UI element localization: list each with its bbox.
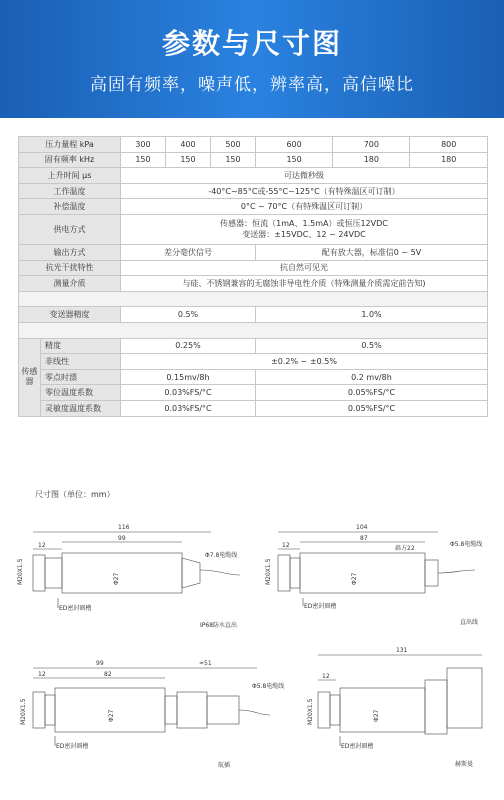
range-value: 500 [210,137,255,153]
cable-label: Φ7.8电缆线 [205,552,238,559]
body-shape [340,688,425,732]
drawing-caption: 航插 [218,762,231,769]
cable-label: Φ5.8电缆线 [252,683,285,690]
dim-body: 99 [118,535,126,542]
hirschmann-box [447,668,482,728]
freq-value: 150 [255,152,332,168]
drawing-direct-cable [265,524,482,626]
interference-label: 抗光干扰特性 [19,260,121,276]
dim-total: 104 [356,524,368,531]
medium-label: 测量介质 [19,276,121,292]
accuracy-left: 0.25% [121,338,256,354]
power-label: 供电方式 [19,214,121,244]
dim-neck: 12 [282,542,290,549]
zero-temp-right: 0.05%FS/°C [255,385,487,401]
seal-label: ED密封圈槽 [56,743,89,750]
seal-shape [330,695,340,725]
sens-temp-left: 0.03%FS/°C [121,400,256,416]
thread-shape [33,555,45,591]
cable-shape [438,570,475,573]
sensor-side-label: 传感器 [19,338,41,416]
range-value: 800 [410,137,488,153]
range-value: 300 [121,137,166,153]
drawing-aviation-plug [20,660,284,769]
drift-label: 零点时漂 [41,369,121,385]
transmitter-label: 变送器精度 [19,307,121,323]
drift-right: 0.2 mv/8h [255,369,487,385]
dimension-section-title: 尺寸图（单位：mm） [35,490,115,499]
output-right: 配有放大器，标准信0 ~ 5V [255,244,487,260]
cable-label: Φ5.8电缆线 [450,541,483,548]
freq-value: 180 [333,152,410,168]
power-sensor-line: 传感器：恒流（1mA、1.5mA）或恒压12VDC [220,219,388,229]
drift-left: 0.15mv/8h [121,369,256,385]
rise-label: 上升时间 μs [19,168,121,184]
range-value: 700 [333,137,410,153]
temp-label: 工作温度 [19,183,121,199]
dim-inner: 82 [104,671,112,678]
seal-shape [45,695,55,725]
connector-shape [425,680,447,734]
cable-shape [200,570,240,575]
dim-thread: M20X1.5 [265,558,272,585]
hex-label: 扁方22 [395,545,415,552]
body-shape [62,553,182,593]
cable-shape [239,710,270,715]
zero-temp-label: 零位温度系数 [41,385,121,401]
accuracy-label: 精度 [41,338,121,354]
medium-value: 与硅、不锈钢兼容的无腐蚀非导电性介质（特殊测量介质需定前告知) [121,276,488,292]
dim-body: 87 [360,535,368,542]
rise-value: 可达微秒级 [121,168,488,184]
drawing-caption: 直出线 [460,619,479,626]
body-shape [300,553,425,593]
transmitter-right: 1.0% [255,307,487,323]
range-label: 压力量程 kPa [19,137,121,153]
dim-neck: 12 [38,542,46,549]
dim-extra: ≈51 [199,660,212,667]
drawing-caption: IP68防水直出 [200,622,238,629]
output-left: 差分毫伏信号 [121,244,256,260]
thread-shape [33,692,45,728]
plug-shape [207,696,239,724]
seal-label: ED密封圈槽 [304,603,337,610]
hex-shape [425,560,438,586]
linearity-label: 非线性 [41,354,121,370]
freq-value: 150 [121,152,166,168]
page-subtitle: 高固有频率，噪声低，辨率高，高信噪比 [90,75,414,95]
dim-diameter: Φ27 [113,572,120,585]
freq-label: 固有频率 kHz [19,152,121,168]
sens-temp-label: 灵敏度温度系数 [41,400,121,416]
seal-shape [290,558,300,588]
dim-diameter: Φ27 [373,709,380,722]
dim-neck: 12 [322,673,330,680]
dim-diameter: Φ27 [108,709,115,722]
dim-thread: M20X1.5 [20,698,27,725]
output-label: 输出方式 [19,244,121,260]
connector-shape [165,696,177,724]
dim-thread: M20X1.5 [307,698,314,725]
freq-value: 150 [165,152,210,168]
drawing-caption: 赫斯曼 [455,761,474,768]
comp-label: 补偿温度 [19,199,121,215]
power-transmitter-line: 变送器：±15VDC、12 ~ 24VDC [242,230,366,240]
drawing-hirschmann [307,647,482,768]
interference-value: 抗自然可见光 [121,260,488,276]
range-value: 600 [255,137,332,153]
temp-value: -40°C~85°C或-55°C~125°C（有特殊温区可订制） [121,183,488,199]
transmitter-left: 0.5% [121,307,256,323]
connector-shape [177,692,207,728]
freq-value: 180 [410,152,488,168]
dim-thread: M20X1.5 [17,558,24,585]
dim-total: 131 [396,647,408,654]
range-value: 400 [165,137,210,153]
linearity-value: ±0.2% ~ ±0.5% [121,354,488,370]
drawing-ip68 [17,524,240,629]
sens-temp-right: 0.05%FS/°C [255,400,487,416]
thread-shape [278,555,290,591]
freq-value: 150 [210,152,255,168]
seal-label: ED密封圈槽 [341,743,374,750]
zero-temp-left: 0.03%FS/°C [121,385,256,401]
seal-label: ED密封圈槽 [59,605,92,612]
thread-shape [318,692,330,728]
dim-total: 116 [118,524,130,531]
dim-diameter: Φ27 [351,572,358,585]
page-title: 参数与尺寸图 [161,27,342,60]
dim-body: 99 [96,660,104,667]
cap-shape [182,558,200,588]
accuracy-right: 0.5% [255,338,487,354]
dim-neck: 12 [38,671,46,678]
seal-shape [45,558,62,588]
comp-value: 0°C ~ 70°C（有特殊温区可订制） [121,199,488,215]
